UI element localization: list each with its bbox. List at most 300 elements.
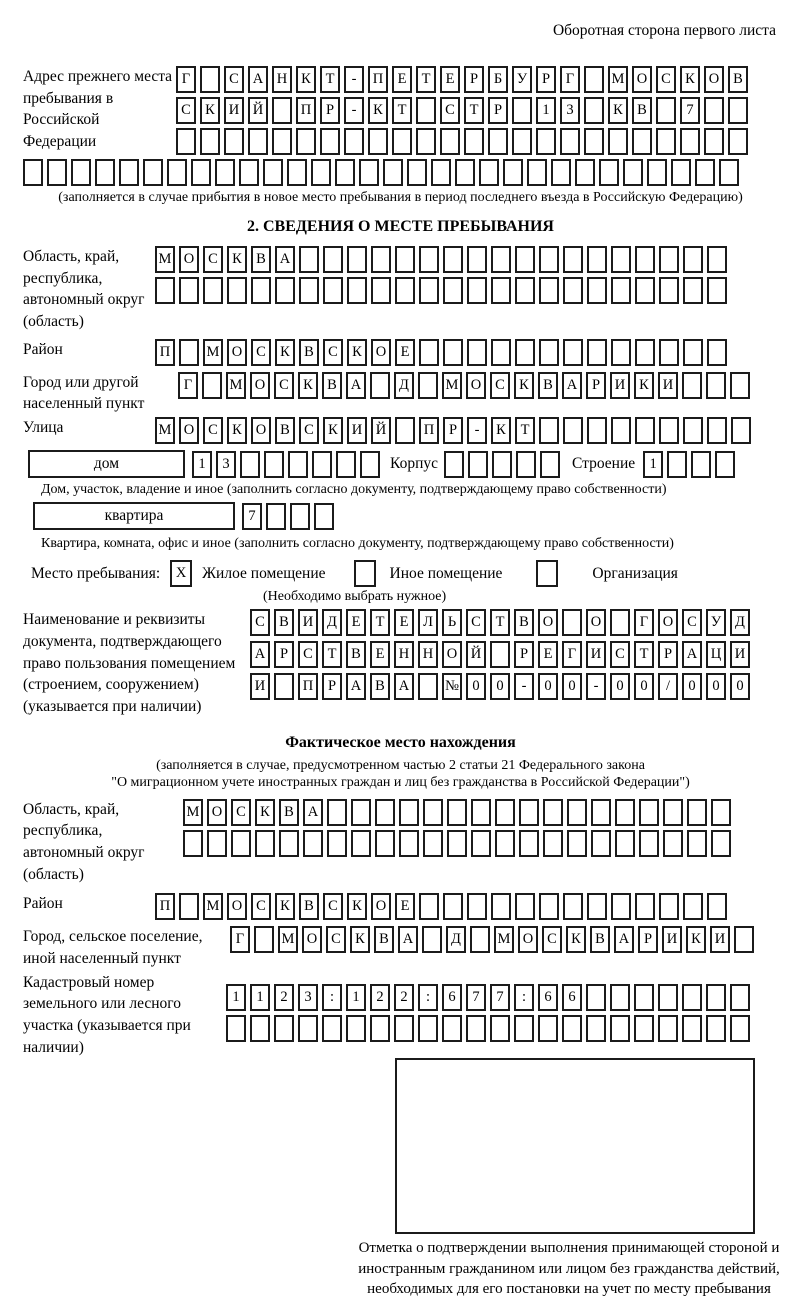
form-cell[interactable] [515,339,535,366]
form-cell[interactable] [323,246,343,273]
dom-type-box[interactable]: дом [28,450,185,478]
form-cell[interactable] [299,277,319,304]
form-cell[interactable] [202,372,222,399]
form-cell[interactable] [399,799,419,826]
form-cell[interactable] [492,451,512,478]
form-cell[interactable] [663,830,683,857]
form-cell[interactable] [515,277,535,304]
form-cell[interactable] [322,1015,342,1042]
form-cell[interactable]: М [183,799,203,826]
form-cell[interactable]: Е [440,66,460,93]
form-cell[interactable]: - [344,97,364,124]
form-cell[interactable] [587,277,607,304]
form-cell[interactable]: В [590,926,610,953]
form-cell[interactable] [226,1015,246,1042]
form-cell[interactable]: 1 [643,451,663,478]
form-cell[interactable]: В [251,246,271,273]
form-cell[interactable]: 1 [250,984,270,1011]
form-cell[interactable]: Р [536,66,556,93]
form-cell[interactable] [255,830,275,857]
form-cell[interactable] [167,159,187,186]
form-cell[interactable] [479,159,499,186]
form-cell[interactable] [371,277,391,304]
form-cell[interactable] [615,830,635,857]
form-cell[interactable] [611,339,631,366]
form-cell[interactable]: М [442,372,462,399]
form-cell[interactable] [490,1015,510,1042]
form-cell[interactable]: 6 [538,984,558,1011]
form-cell[interactable] [418,673,438,700]
form-cell[interactable] [312,451,332,478]
form-cell[interactable] [179,339,199,366]
form-cell[interactable]: М [203,893,223,920]
form-cell[interactable] [347,277,367,304]
form-cell[interactable] [563,277,583,304]
form-cell[interactable] [371,246,391,273]
form-cell[interactable]: : [514,984,534,1011]
form-cell[interactable] [416,128,436,155]
form-cell[interactable] [467,277,487,304]
form-cell[interactable]: С [323,893,343,920]
form-cell[interactable]: Г [634,609,654,636]
form-cell[interactable] [395,417,415,444]
form-cell[interactable]: Д [394,372,414,399]
form-cell[interactable] [422,926,442,953]
form-cell[interactable] [519,799,539,826]
form-cell[interactable]: 0 [730,673,750,700]
form-cell[interactable] [471,830,491,857]
form-cell[interactable] [359,159,379,186]
form-cell[interactable]: К [347,339,367,366]
form-cell[interactable] [635,893,655,920]
form-cell[interactable] [704,97,724,124]
form-cell[interactable]: М [494,926,514,953]
form-cell[interactable] [383,159,403,186]
form-cell[interactable]: В [299,339,319,366]
form-cell[interactable]: - [467,417,487,444]
form-cell[interactable] [519,830,539,857]
form-cell[interactable] [464,128,484,155]
form-cell[interactable] [447,830,467,857]
form-cell[interactable] [491,339,511,366]
form-cell[interactable]: А [346,372,366,399]
form-cell[interactable] [659,277,679,304]
form-cell[interactable] [418,1015,438,1042]
form-cell[interactable]: 2 [394,984,414,1011]
form-cell[interactable] [647,159,667,186]
form-cell[interactable] [419,339,439,366]
checkbox-organization[interactable] [536,560,558,587]
form-cell[interactable]: С [299,417,319,444]
form-cell[interactable] [539,339,559,366]
form-cell[interactable] [706,984,726,1011]
form-cell[interactable] [467,893,487,920]
form-cell[interactable] [711,799,731,826]
form-cell[interactable] [704,128,724,155]
form-cell[interactable] [266,503,286,530]
form-cell[interactable] [687,799,707,826]
form-cell[interactable] [623,159,643,186]
form-cell[interactable]: Д [322,609,342,636]
form-cell[interactable]: Т [370,609,390,636]
form-cell[interactable] [351,830,371,857]
form-cell[interactable] [632,128,652,155]
form-cell[interactable]: Т [322,641,342,668]
form-cell[interactable]: О [538,609,558,636]
form-cell[interactable] [491,277,511,304]
form-cell[interactable]: А [250,641,270,668]
form-cell[interactable] [659,893,679,920]
form-cell[interactable] [731,417,751,444]
form-cell[interactable]: А [248,66,268,93]
form-cell[interactable]: - [344,66,364,93]
form-cell[interactable]: К [275,893,295,920]
form-cell[interactable] [659,417,679,444]
form-cell[interactable]: Е [392,66,412,93]
form-cell[interactable] [443,339,463,366]
form-cell[interactable]: С [323,339,343,366]
form-cell[interactable]: К [323,417,343,444]
form-cell[interactable]: П [368,66,388,93]
form-cell[interactable] [540,451,560,478]
form-cell[interactable] [440,128,460,155]
form-cell[interactable]: С [176,97,196,124]
form-cell[interactable] [610,1015,630,1042]
form-cell[interactable] [567,799,587,826]
form-cell[interactable]: Й [466,641,486,668]
form-cell[interactable] [728,128,748,155]
form-cell[interactable] [298,1015,318,1042]
form-cell[interactable] [634,984,654,1011]
form-cell[interactable] [514,1015,534,1042]
form-cell[interactable] [203,277,223,304]
form-cell[interactable] [274,673,294,700]
form-cell[interactable] [370,1015,390,1042]
form-cell[interactable] [706,372,726,399]
form-cell[interactable] [527,159,547,186]
form-cell[interactable]: 3 [298,984,318,1011]
form-cell[interactable]: С [231,799,251,826]
form-cell[interactable] [303,830,323,857]
form-cell[interactable] [635,339,655,366]
form-cell[interactable] [707,417,727,444]
form-cell[interactable] [407,159,427,186]
form-cell[interactable]: Т [320,66,340,93]
form-cell[interactable]: П [296,97,316,124]
form-cell[interactable] [279,830,299,857]
form-cell[interactable] [470,926,490,953]
form-cell[interactable] [730,1015,750,1042]
form-cell[interactable] [491,893,511,920]
form-cell[interactable]: С [251,339,271,366]
form-cell[interactable] [375,799,395,826]
form-cell[interactable] [719,159,739,186]
form-cell[interactable] [394,1015,414,1042]
form-cell[interactable] [707,893,727,920]
form-cell[interactable]: К [255,799,275,826]
form-cell[interactable]: Ь [442,609,462,636]
form-cell[interactable]: И [730,641,750,668]
form-cell[interactable] [567,830,587,857]
form-cell[interactable] [538,1015,558,1042]
form-cell[interactable]: А [394,673,414,700]
form-cell[interactable] [734,926,754,953]
form-cell[interactable] [314,503,334,530]
form-cell[interactable]: К [200,97,220,124]
form-cell[interactable] [611,893,631,920]
form-cell[interactable] [442,1015,462,1042]
form-cell[interactable]: С [326,926,346,953]
form-cell[interactable]: 0 [634,673,654,700]
form-cell[interactable]: В [299,893,319,920]
form-cell[interactable] [563,246,583,273]
form-cell[interactable] [635,246,655,273]
form-cell[interactable]: К [491,417,511,444]
form-cell[interactable] [715,451,735,478]
form-cell[interactable]: Т [634,641,654,668]
form-cell[interactable]: Р [488,97,508,124]
form-cell[interactable]: О [658,609,678,636]
form-cell[interactable] [515,893,535,920]
form-cell[interactable]: И [658,372,678,399]
form-cell[interactable] [360,451,380,478]
form-cell[interactable]: У [706,609,726,636]
form-cell[interactable]: 0 [706,673,726,700]
form-cell[interactable] [707,339,727,366]
form-cell[interactable]: Е [395,893,415,920]
form-cell[interactable] [248,128,268,155]
form-cell[interactable]: Н [272,66,292,93]
form-cell[interactable] [431,159,451,186]
form-cell[interactable] [239,159,259,186]
form-cell[interactable] [183,830,203,857]
form-cell[interactable]: О [586,609,606,636]
form-cell[interactable]: Р [443,417,463,444]
form-cell[interactable] [336,451,356,478]
form-cell[interactable] [299,246,319,273]
form-cell[interactable]: О [442,641,462,668]
form-cell[interactable]: 0 [490,673,510,700]
form-cell[interactable] [447,799,467,826]
form-cell[interactable] [635,277,655,304]
form-cell[interactable] [683,339,703,366]
form-cell[interactable] [611,246,631,273]
form-cell[interactable] [272,128,292,155]
form-cell[interactable] [495,830,515,857]
form-cell[interactable]: 3 [216,451,236,478]
form-cell[interactable]: М [608,66,628,93]
form-cell[interactable]: О [302,926,322,953]
form-cell[interactable]: И [347,417,367,444]
form-cell[interactable] [251,277,271,304]
form-cell[interactable] [512,97,532,124]
form-cell[interactable] [539,417,559,444]
form-cell[interactable]: Л [418,609,438,636]
form-cell[interactable]: В [274,609,294,636]
form-cell[interactable]: О [371,893,391,920]
form-cell[interactable]: Т [490,609,510,636]
form-cell[interactable] [347,246,367,273]
form-cell[interactable]: - [514,673,534,700]
form-cell[interactable] [683,246,703,273]
form-cell[interactable]: И [250,673,270,700]
form-cell[interactable]: А [346,673,366,700]
form-cell[interactable] [659,339,679,366]
form-cell[interactable]: Г [178,372,198,399]
form-cell[interactable]: А [303,799,323,826]
form-cell[interactable]: С [656,66,676,93]
form-cell[interactable] [392,128,412,155]
form-cell[interactable]: К [566,926,586,953]
form-cell[interactable]: 1 [536,97,556,124]
form-cell[interactable]: Р [638,926,658,953]
form-cell[interactable] [551,159,571,186]
form-cell[interactable]: К [275,339,295,366]
form-cell[interactable] [395,277,415,304]
form-cell[interactable]: 7 [490,984,510,1011]
form-cell[interactable]: Г [562,641,582,668]
form-cell[interactable]: А [682,641,702,668]
form-cell[interactable] [711,830,731,857]
form-cell[interactable] [419,277,439,304]
form-cell[interactable]: 1 [226,984,246,1011]
form-cell[interactable] [419,893,439,920]
form-cell[interactable]: М [155,417,175,444]
form-cell[interactable] [455,159,475,186]
form-cell[interactable]: К [368,97,388,124]
form-cell[interactable] [584,128,604,155]
form-cell[interactable] [416,97,436,124]
form-cell[interactable] [495,799,515,826]
form-cell[interactable] [671,159,691,186]
form-cell[interactable]: Н [394,641,414,668]
form-cell[interactable]: Д [730,609,750,636]
form-cell[interactable] [467,339,487,366]
form-cell[interactable]: В [370,673,390,700]
form-cell[interactable]: : [322,984,342,1011]
form-cell[interactable]: С [682,609,702,636]
form-cell[interactable]: К [686,926,706,953]
form-cell[interactable] [488,128,508,155]
form-cell[interactable] [730,984,750,1011]
form-cell[interactable]: В [374,926,394,953]
form-cell[interactable] [47,159,67,186]
form-cell[interactable]: А [398,926,418,953]
form-cell[interactable] [706,1015,726,1042]
form-cell[interactable]: У [512,66,532,93]
form-cell[interactable] [586,984,606,1011]
form-cell[interactable] [562,609,582,636]
form-cell[interactable] [539,277,559,304]
form-cell[interactable]: П [298,673,318,700]
form-cell[interactable]: 2 [370,984,390,1011]
kvartira-type-box[interactable]: квартира [33,502,235,530]
form-cell[interactable]: С [298,641,318,668]
form-cell[interactable]: Е [370,641,390,668]
form-cell[interactable] [587,893,607,920]
form-cell[interactable]: В [728,66,748,93]
form-cell[interactable]: И [710,926,730,953]
form-cell[interactable]: 7 [680,97,700,124]
form-cell[interactable]: В [279,799,299,826]
form-cell[interactable]: Р [320,97,340,124]
form-cell[interactable]: О [179,246,199,273]
form-cell[interactable] [250,1015,270,1042]
form-cell[interactable] [512,128,532,155]
form-cell[interactable]: М [155,246,175,273]
form-cell[interactable]: И [298,609,318,636]
form-cell[interactable] [539,893,559,920]
form-cell[interactable] [575,159,595,186]
form-cell[interactable]: О [632,66,652,93]
form-cell[interactable]: О [704,66,724,93]
form-cell[interactable]: К [680,66,700,93]
form-cell[interactable]: Т [416,66,436,93]
form-cell[interactable]: Е [395,339,415,366]
form-cell[interactable]: С [224,66,244,93]
form-cell[interactable] [224,128,244,155]
form-cell[interactable]: 7 [466,984,486,1011]
form-cell[interactable] [335,159,355,186]
form-cell[interactable] [563,339,583,366]
form-cell[interactable] [71,159,91,186]
form-cell[interactable] [351,799,371,826]
form-cell[interactable] [240,451,260,478]
form-cell[interactable] [207,830,227,857]
form-cell[interactable]: Е [538,641,558,668]
form-cell[interactable]: М [278,926,298,953]
form-cell[interactable]: Б [488,66,508,93]
form-cell[interactable] [375,830,395,857]
form-cell[interactable] [587,246,607,273]
form-cell[interactable] [418,372,438,399]
form-cell[interactable]: - [586,673,606,700]
form-cell[interactable] [536,128,556,155]
form-cell[interactable]: К [296,66,316,93]
form-cell[interactable] [611,277,631,304]
form-cell[interactable] [656,97,676,124]
form-cell[interactable]: Е [394,609,414,636]
form-cell[interactable] [346,1015,366,1042]
form-cell[interactable]: С [203,417,223,444]
form-cell[interactable] [543,830,563,857]
form-cell[interactable] [659,246,679,273]
form-cell[interactable]: Д [446,926,466,953]
form-cell[interactable] [287,159,307,186]
form-cell[interactable] [658,1015,678,1042]
form-cell[interactable]: Г [560,66,580,93]
form-cell[interactable] [311,159,331,186]
form-cell[interactable] [344,128,364,155]
form-cell[interactable] [683,277,703,304]
form-cell[interactable] [95,159,115,186]
form-cell[interactable]: К [298,372,318,399]
form-cell[interactable] [683,893,703,920]
form-cell[interactable] [563,893,583,920]
form-cell[interactable] [368,128,388,155]
form-cell[interactable] [639,799,659,826]
form-cell[interactable]: О [227,893,247,920]
form-cell[interactable]: : [418,984,438,1011]
form-cell[interactable]: 1 [346,984,366,1011]
form-cell[interactable] [635,417,655,444]
form-cell[interactable]: В [538,372,558,399]
form-cell[interactable] [399,830,419,857]
form-cell[interactable]: М [203,339,223,366]
form-cell[interactable] [176,128,196,155]
form-cell[interactable] [23,159,43,186]
form-cell[interactable] [179,277,199,304]
